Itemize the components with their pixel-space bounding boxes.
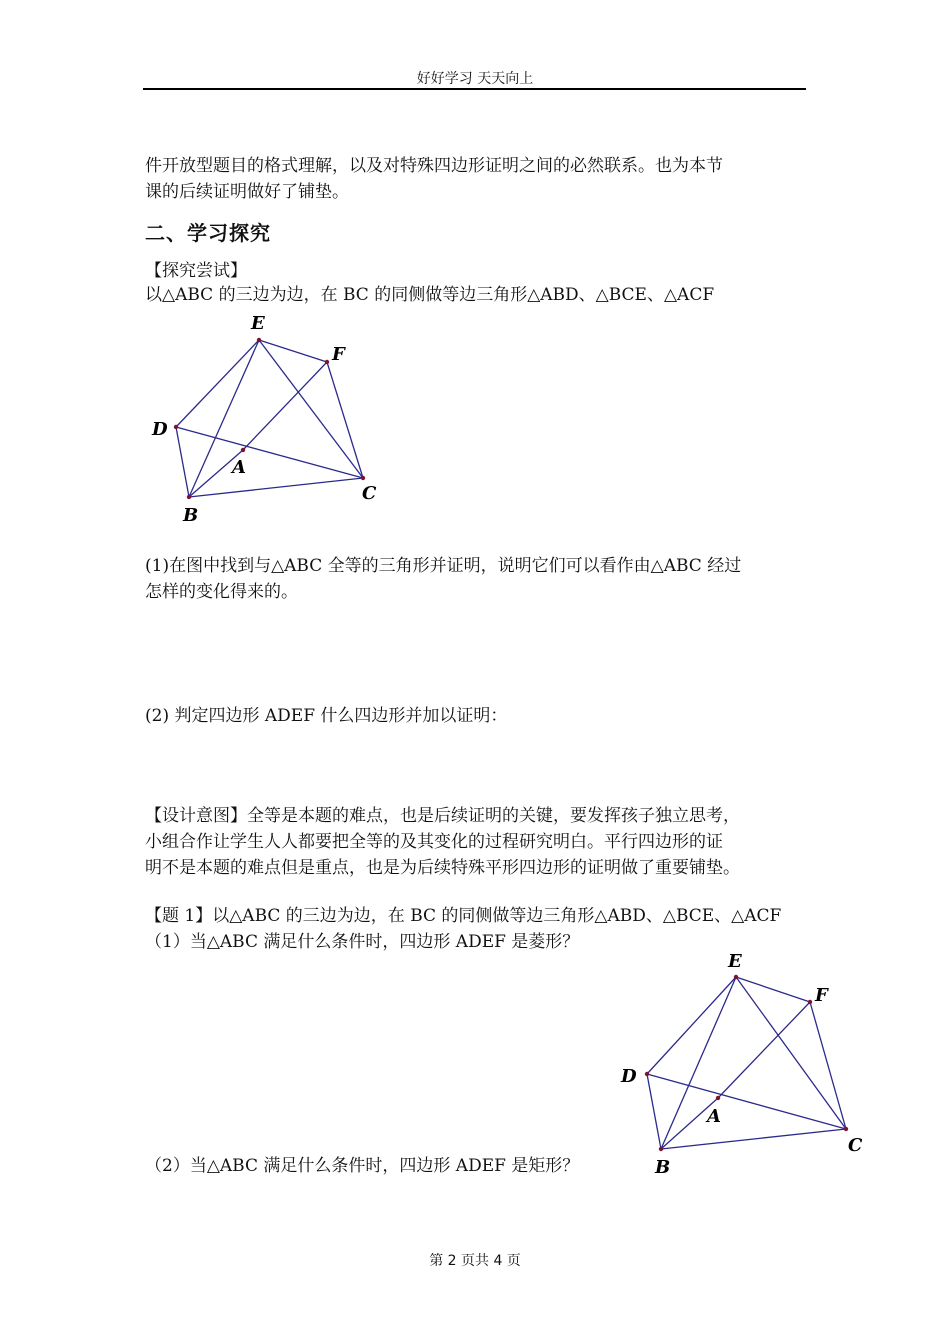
design-line-1: 【设计意图】全等是本题的难点，也是后续证明的关键，要发挥孩子独立思考，	[145, 806, 740, 826]
question-1-line-1: (1)在图中找到与△ABC 全等的三角形并证明，说明它们可以看作由△ABC 经过	[145, 556, 742, 576]
point-F	[808, 1000, 812, 1004]
point-C	[361, 476, 365, 480]
explore-tag: 【探究尝试】	[145, 261, 247, 281]
geometry-figure-1	[140, 305, 400, 535]
point-D	[645, 1072, 649, 1076]
segment-BC	[661, 1129, 846, 1149]
point-D	[174, 425, 178, 429]
point-E	[734, 975, 738, 979]
segment-FC	[810, 1002, 846, 1129]
question-2: (2) 判定四边形 ADEF 什么四边形并加以证明：	[145, 706, 508, 726]
segment-DB	[647, 1074, 661, 1149]
label-D: D	[621, 1066, 637, 1087]
point-E	[257, 338, 261, 342]
design-line-3: 明不是本题的难点但是重点，也是为后续特殊平形四边形的证明做了重要铺垫。	[145, 858, 740, 878]
point-A	[716, 1096, 720, 1100]
point-B	[187, 495, 191, 499]
problem-1-question-1: （1）当△ABC 满足什么条件时，四边形 ADEF 是菱形？	[145, 932, 580, 952]
label-A: A	[707, 1106, 721, 1127]
design-line-2: 小组合作让学生人人都要把全等的及其变化的过程研究明白。平行四边形的证	[145, 832, 723, 852]
segment-DC	[176, 427, 363, 478]
point-C	[844, 1127, 848, 1131]
segment-ED	[176, 340, 259, 427]
label-D: D	[152, 419, 168, 440]
segment-EC	[736, 977, 846, 1129]
intro-line-2: 课的后续证明做好了铺垫。	[145, 182, 349, 202]
label-B: B	[183, 505, 199, 526]
segment-EF	[736, 977, 810, 1002]
label-B: B	[655, 1157, 671, 1178]
page-footer: 第 2 页共 4 页	[429, 1253, 521, 1269]
problem-1-statement: 【题 1】以△ABC 的三边为边，在 BC 的同侧做等边三角形△ABD、△BCE、△ACF	[145, 906, 782, 926]
label-E: E	[728, 951, 742, 972]
explore-statement: 以△ABC 的三边为边，在 BC 的同侧做等边三角形△ABD、△BCE、△ACF	[145, 285, 715, 305]
page-header: 好好学习 天天向上	[416, 71, 534, 87]
point-B	[659, 1147, 663, 1151]
segment-BC	[189, 478, 363, 497]
label-F: F	[332, 344, 345, 365]
label-F: F	[815, 985, 828, 1006]
question-1-line-2: 怎样的变化得来的。	[145, 582, 298, 602]
segment-FC	[327, 362, 363, 478]
segment-DC	[647, 1074, 846, 1129]
label-A: A	[232, 457, 246, 478]
segment-ED	[647, 977, 736, 1074]
header-rule	[143, 88, 806, 90]
section-title: 二、学习探究	[145, 221, 271, 245]
point-F	[325, 360, 329, 364]
segment-DB	[176, 427, 189, 497]
label-C: C	[362, 483, 377, 504]
segment-EC	[259, 340, 363, 478]
problem-1-question-2: （2）当△ABC 满足什么条件时，四边形 ADEF 是矩形？	[145, 1156, 580, 1176]
intro-line-1: 件开放型题目的格式理解，以及对特殊四边形证明之间的必然联系。也为本节	[145, 156, 723, 176]
geometry-figure-2	[612, 945, 872, 1180]
label-E: E	[251, 313, 265, 334]
segment-EB	[189, 340, 259, 497]
point-A	[241, 448, 245, 452]
label-C: C	[848, 1135, 863, 1156]
segment-EB	[661, 977, 736, 1149]
segment-EF	[259, 340, 327, 362]
